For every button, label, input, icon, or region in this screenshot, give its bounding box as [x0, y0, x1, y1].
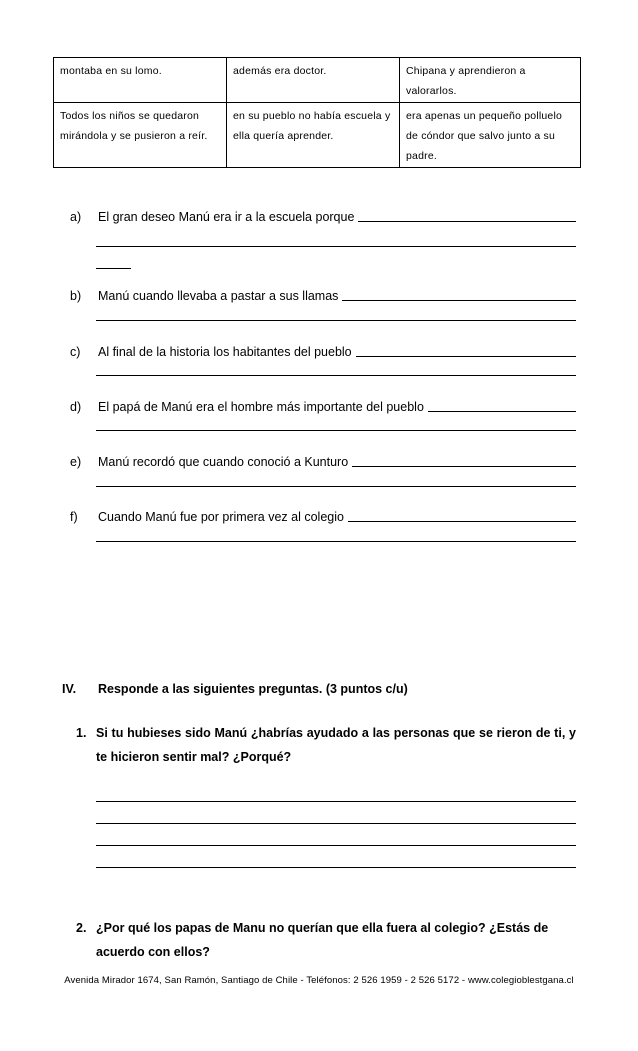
table-row [54, 103, 581, 168]
answer-line[interactable] [96, 867, 576, 868]
question-text: Si tu hubieses sido Manú ¿habrías ayudado a las personas que se rieron de ti, y te hicieron sentir mal? ¿Porqué? [96, 726, 576, 764]
answer-line[interactable] [96, 541, 576, 542]
item-text: Cuando Manú fue por primera vez al colegio [98, 510, 344, 524]
answer-line[interactable] [428, 396, 576, 412]
page-footer: Avenida Mirador 1674, San Ramón, Santiago de Chile - Teléfonos: 2 526 1959 - 2 526 5172 - www.colegioblestgana.cl [64, 975, 574, 986]
item-label: e) [70, 455, 82, 469]
answer-line[interactable] [96, 430, 576, 431]
answer-line[interactable] [96, 845, 576, 846]
item-text: Al final de la historia los habitantes del pueblo [98, 345, 352, 359]
table-row [54, 58, 581, 103]
answer-line[interactable] [356, 341, 576, 357]
question-text: ¿Por qué los papas de Manu no querían que ella fuera al colegio? ¿Estás de acuerdo con ellos? [96, 921, 549, 959]
answer-line[interactable] [96, 823, 576, 824]
item-text: Manú cuando llevaba a pastar a sus llamas [98, 289, 339, 303]
table-cell: Chipana y aprendieron a valorarlos. [400, 58, 581, 103]
table-cell: montaba en su lomo. [54, 58, 227, 103]
answer-line[interactable] [96, 801, 576, 802]
question-2 [76, 916, 576, 964]
item-label: f) [70, 510, 78, 524]
answer-line[interactable] [96, 268, 131, 269]
item-text: El gran deseo Manú era ir a la escuela porque [98, 210, 355, 224]
answer-line[interactable] [96, 486, 576, 487]
table-cell: en su pueblo no había escuela y ella quería aprender. [227, 103, 400, 168]
section-number: IV. [62, 682, 77, 696]
matching-table [53, 57, 581, 168]
section-title: Responde a las siguientes preguntas. (3 puntos c/u) [98, 682, 408, 696]
question-number: 2. [76, 921, 87, 935]
item-label: c) [70, 345, 81, 359]
answer-line[interactable] [96, 375, 576, 376]
table-cell: era apenas un pequeño polluelo de cóndor que salvo junto a su padre. [400, 103, 581, 168]
answer-line[interactable] [96, 246, 576, 247]
table-cell: además era doctor. [227, 58, 400, 103]
answer-line[interactable] [342, 285, 576, 301]
table-cell: Todos los niños se quedaron mirándola y se pusieron a reír. [54, 103, 227, 168]
item-label: d) [70, 400, 82, 414]
answer-line[interactable] [352, 451, 576, 467]
answer-line[interactable] [358, 206, 576, 222]
answer-line[interactable] [348, 506, 576, 522]
item-label: a) [70, 210, 82, 224]
item-text: El papá de Manú era el hombre más importante del pueblo [98, 400, 424, 414]
item-label: b) [70, 289, 82, 303]
question-number: 1. [76, 726, 87, 740]
question-1 [76, 721, 576, 769]
answer-line[interactable] [96, 320, 576, 321]
item-text: Manú recordó que cuando conoció a Kunturo [98, 455, 349, 469]
